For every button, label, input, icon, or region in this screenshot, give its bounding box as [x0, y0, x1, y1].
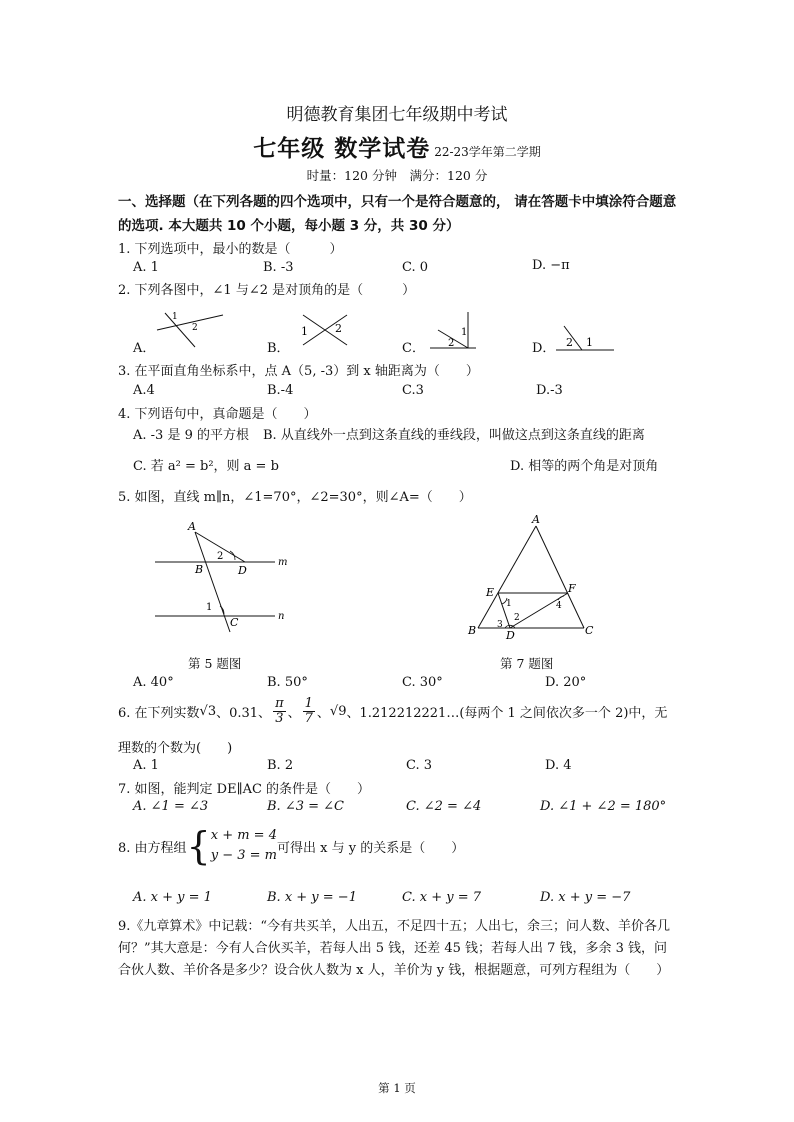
fig5-label-B: B: [195, 563, 204, 576]
q2-option-d: D．: [532, 341, 556, 356]
q2-figure-d: [554, 322, 616, 352]
fig7-caption: 第 7 题图: [500, 656, 554, 671]
q8-option-c: C. x + y = 7: [402, 890, 482, 905]
q8-eq1: x + m = 4: [210, 828, 277, 843]
section-heading: 一、选择题（在下列各题的四个选项中，只有一个是符合题意的， 请在答题卡中填涂符合题意的选项. 本大题共 10 个小题，每小题 3 分，共 30 分）: [118, 194, 677, 234]
q6-sep3: 、: [316, 706, 330, 721]
fig7-label-1: 1: [506, 599, 512, 609]
fig7-label-2: 2: [514, 613, 520, 623]
q5-option-d: D. 20°: [545, 675, 587, 690]
fig7-label-C: C: [585, 624, 594, 637]
q2-option-b: B．: [267, 341, 290, 356]
q6-option-b: B. 2: [267, 758, 294, 773]
q5-option-c: C. 30°: [402, 675, 443, 690]
q1-option-b: B. -3: [263, 260, 294, 275]
q9-text: 9.《九章算术》中记载：“今有共买羊，人出五，不足四十五；人出七，余三；问人数、羊价各几何？”其大意是：今有人合伙买羊，若每人出 5 钱，还差 45 钱；若每人出 7 钱，多余 3 钱，问合伙人数、羊价各是多少？设合伙人数为 x 人，羊价为 y 钱，根据题意，可列方程组为（ ）: [118, 919, 671, 978]
q1-option-d: D. −π: [532, 258, 570, 273]
q6-sqrt3: √3: [199, 704, 217, 719]
q1-option-a: A. 1: [133, 260, 159, 275]
q6-option-c: C. 3: [406, 758, 433, 773]
q2-stem: 2. 下列各图中，∠1 与∠2 是对顶角的是（ ）: [118, 283, 416, 298]
q4-option-c: C. 若 a² = b²，则 a = b: [133, 459, 279, 474]
fig7-label-4: 4: [556, 601, 562, 611]
q4-option-b: B. 从直线外一点到这条直线的垂线段，叫做这点到这条直线的距离: [263, 428, 645, 443]
q6-sqrt9: √9: [329, 704, 347, 719]
q6-option-d: D. 4: [545, 758, 572, 773]
q7-option-c: C. ∠2 = ∠4: [406, 799, 482, 814]
q2c-label-1: 1: [461, 327, 468, 338]
q6-stem-line2: 理数的个数为( ): [118, 741, 233, 756]
paper-title-main: 七年级 数学试卷: [253, 135, 431, 162]
fig5-label-A: A: [188, 520, 196, 533]
q3-option-c: C.3: [402, 383, 424, 398]
q8-brace: {: [186, 824, 211, 868]
fig5-label-C: C: [230, 616, 239, 629]
q2b-label-1: 1: [301, 325, 308, 338]
figure-5: [150, 518, 300, 638]
fig5-caption: 第 5 题图: [188, 656, 242, 671]
q6-frac-pi-3: [273, 697, 286, 726]
q6-frac-pi-den: 3: [275, 711, 284, 726]
q1-option-c: C. 0: [402, 260, 429, 275]
fig5-label-2: 2: [217, 551, 224, 562]
q2a-label-2: 2: [192, 323, 198, 333]
q5-stem: 5. 如图，直线 m∥n，∠1=70°，∠2=30°，则∠A=（ ）: [118, 490, 472, 505]
q6-frac-1-7: [303, 697, 315, 726]
q6-sep2: 、: [287, 706, 301, 721]
q3-stem: 3. 在平面直角坐标系中，点 A（5, -3）到 x 轴距离为（ ）: [118, 364, 479, 379]
q7-stem: 7. 如图，能判定 DE∥AC 的条件是（ ）: [118, 782, 371, 797]
q2a-label-1: 1: [172, 312, 178, 322]
q2d-label-2: 2: [566, 336, 573, 349]
fig7-label-B: B: [468, 624, 477, 637]
q2-figure-c: [428, 310, 478, 352]
fig7-label-E: E: [486, 586, 495, 599]
q6-sep1: 、0.31、: [216, 706, 272, 721]
time-info: 时量：120 分钟 满分：120 分: [306, 168, 488, 183]
q6-frac-pi-num: π: [275, 696, 284, 711]
q6-stem: [118, 697, 667, 726]
q6-frac-7-den: 7: [304, 711, 313, 726]
paper-title: [0, 130, 794, 163]
page-number: 第 1 页: [378, 1081, 416, 1095]
q4-option-d: D. 相等的两个角是对顶角: [510, 459, 659, 474]
q7-option-b: B. ∠3 = ∠C: [267, 799, 344, 814]
figure-7: [460, 512, 605, 642]
q4-option-a: A. -3 是 9 的平方根: [133, 428, 249, 443]
fig5-label-m: m: [278, 557, 288, 568]
q2d-label-1: 1: [586, 336, 593, 349]
q2-figure-b: [295, 310, 355, 350]
q8-eq2: y − 3 = m: [210, 848, 277, 863]
q8-stem-pre: 8. 由方程组: [118, 840, 187, 856]
fig5-label-1: 1: [206, 602, 213, 613]
term-label: 22-23学年第二学期: [434, 145, 541, 159]
q6-frac-1-num: 1: [304, 696, 313, 711]
q3-option-d: D.-3: [536, 383, 563, 398]
fig7-label-3: 3: [497, 620, 503, 630]
q8-option-d: D. x + y = −7: [540, 890, 631, 905]
q2c-label-2: 2: [448, 338, 455, 349]
q6-stem-post: 、1.212212221…(每两个 1 之间依次多一个 2)中，无: [346, 706, 668, 721]
q8-option-a: A. x + y = 1: [133, 890, 212, 905]
q2b-label-2: 2: [335, 322, 342, 335]
q1-stem: 1. 下列选项中，最小的数是（ ）: [118, 242, 343, 257]
q4-stem: 4. 下列语句中，真命题是（ ）: [118, 407, 317, 422]
fig7-label-D: D: [506, 629, 515, 642]
q8-stem: [118, 826, 464, 866]
q2-option-a: A．: [133, 341, 156, 356]
q6-stem-pre: 6. 在下列实数: [118, 706, 200, 721]
fig7-label-A: A: [532, 513, 540, 526]
q5-option-b: B. 50°: [267, 675, 308, 690]
q8-system: [211, 826, 277, 866]
q6-option-a: A. 1: [133, 758, 159, 773]
q3-option-a: A.4: [133, 383, 155, 398]
q7-option-d: D. ∠1 + ∠2 = 180°: [540, 799, 667, 814]
q2-option-c: C．: [402, 341, 425, 356]
q7-option-a: A. ∠1 = ∠3: [133, 799, 209, 814]
q8-stem-post: 可得出 x 与 y 的关系是（ ）: [277, 840, 465, 856]
q3-option-b: B.-4: [267, 383, 294, 398]
fig5-label-D: D: [238, 564, 247, 577]
fig5-label-n: n: [278, 611, 285, 622]
q5-option-a: A. 40°: [133, 675, 174, 690]
school-title: 明德教育集团七年级期中考试: [286, 105, 508, 125]
fig7-label-F: F: [568, 582, 576, 595]
q8-option-b: B. x + y = −1: [267, 890, 357, 905]
q2-figure-a: [155, 305, 225, 350]
